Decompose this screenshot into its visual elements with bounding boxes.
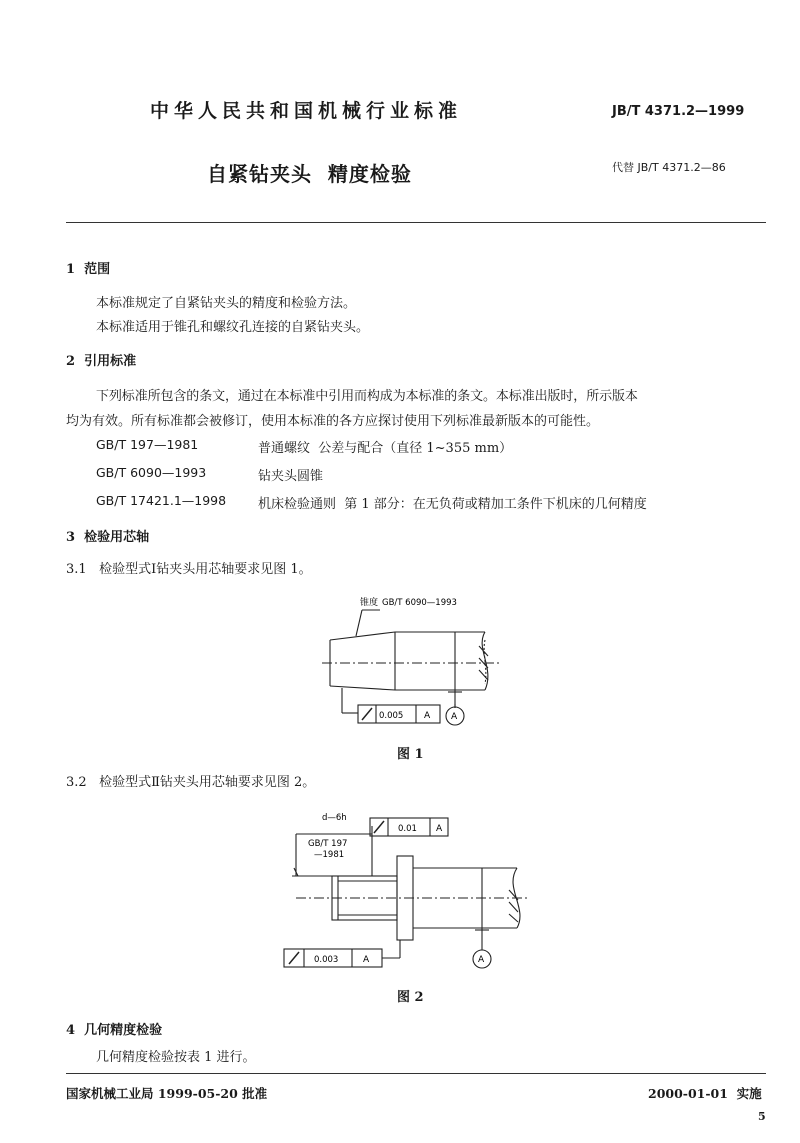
section-1-paragraph-1: 本标准规定了自紧钻夹头的精度和检验方法。: [96, 296, 357, 311]
figure-2-bottom-tolerance-datum: A: [363, 955, 370, 965]
section-4-paragraph: 几何精度检验按表 1 进行。: [96, 1050, 256, 1065]
effective-date: 2000-01-01 实施: [648, 1086, 762, 1101]
figure-2-thread-standard-2: —1981: [314, 850, 345, 860]
reference-code: GB/T 6090—1993: [96, 465, 207, 480]
figure-1-tolerance-value: 0.005: [379, 711, 404, 721]
figure-1-mandrel-drawing: [300, 588, 520, 738]
reference-title: 钻夹头圆锥: [258, 469, 324, 484]
standard-category: 中华人民共和国机械行业标准: [150, 100, 463, 122]
document-title: 自紧钻夹头 精度检验: [207, 162, 412, 186]
section-2-paragraph-line-1: 下列标准所包含的条文，通过在本标准中引用而构成为本标准的条文。本标准出版时，所示版本: [96, 389, 638, 404]
figure-2-bottom-tolerance-value: 0.003: [314, 955, 339, 965]
reference-code: GB/T 17421.1—1998: [96, 493, 227, 508]
figure-1-caption: 图 1: [397, 747, 424, 762]
section-3-2-text: 3.2 检验型式Ⅱ钻夹头用芯轴要求见图 2。: [66, 775, 316, 790]
replaces-standard: 代替 JB/T 4371.2—86: [612, 161, 726, 174]
footer-divider: [66, 1073, 766, 1074]
approval-line: 国家机械工业局 1999-05-20 批准: [66, 1086, 268, 1101]
figure-2-top-tolerance-datum: A: [436, 824, 443, 834]
section-2-paragraph-line-2: 均为有效。所有标准都会被修订，使用本标准的各方应探讨使用下列标准最新版本的可能性。: [66, 414, 600, 429]
header-divider: [66, 222, 766, 223]
section-3-heading: 3 检验用芯轴: [66, 530, 150, 545]
section-1-paragraph-2: 本标准适用于锥孔和螺纹孔连接的自紧钻夹头。: [96, 320, 370, 335]
figure-1-datum-symbol: A: [451, 712, 458, 722]
section-4-heading: 4 几何精度检验: [66, 1023, 163, 1038]
section-1-heading: 1 范围: [66, 262, 111, 277]
figure-2-datum-symbol: A: [478, 955, 485, 965]
figure-2-caption: 图 2: [397, 990, 424, 1005]
figure-1-taper-standard: GB/T 6090—1993: [382, 598, 457, 608]
page-number: 5: [758, 1110, 766, 1123]
reference-code: GB/T 197—1981: [96, 437, 199, 452]
section-2-heading: 2 引用标准: [66, 354, 137, 369]
figure-2-mandrel-drawing: [282, 808, 532, 980]
section-3-1-text: 3.1 检验型式Ⅰ钻夹头用芯轴要求见图 1。: [66, 562, 312, 577]
standard-number: JB/T 4371.2—1999: [612, 104, 745, 119]
reference-title: 普通螺纹 公差与配合（直径 1~355 mm）: [258, 441, 513, 456]
reference-title: 机床检验通则 第 1 部分：在无负荷或精加工条件下机床的几何精度: [258, 497, 647, 512]
figure-1-tolerance-datum: A: [424, 711, 431, 721]
figure-2-thread-standard-1: GB/T 197: [308, 839, 348, 849]
figure-2-top-tolerance-value: 0.01: [398, 824, 417, 834]
figure-2-fit-label: d—6h: [322, 813, 347, 823]
figure-1-taper-label: 锥度: [360, 598, 379, 608]
